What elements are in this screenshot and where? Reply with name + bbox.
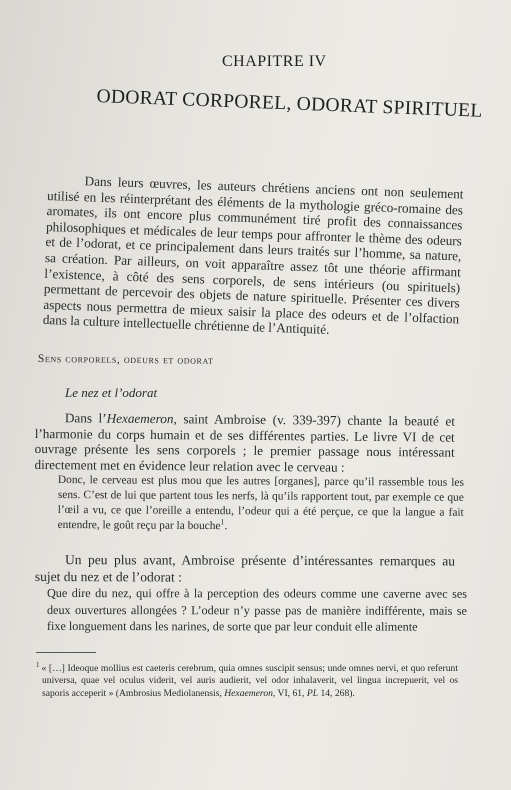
- footnote: [36, 659, 458, 700]
- footnote-divider: [36, 652, 96, 653]
- block-quote-nose: [47, 585, 467, 636]
- para3-text: Un peu plus avant, Ambroise présente d’intéressantes remarques au sujet du nez et de l’odorat :: [34, 552, 455, 585]
- footnote-work: Hexaemeron: [224, 687, 273, 699]
- body-paragraph-nose: [35, 552, 455, 586]
- block-quote-brain: [58, 473, 464, 536]
- intro-paragraph: [43, 172, 464, 342]
- footnote-text: « […] Ideoque mollius est caeteris cerebrum, quia omnes suscipit sensus; unde omnes nervi, et quo referunt universa, quae vel oculus viderit, vel auris audierit, vel odor inhalaverit, vel lingua increpuerit, vel os saporis acceperit » (Ambrosius Mediolanensis,: [41, 663, 458, 699]
- para2-after: , saint Ambroise (v. 339-397) chante la beauté et l’harmonie du corps humain et de ses différentes parties. Le livre VI de cet ouvrage présente les sens corporels ; le premier passage nous intéressant directement met en évidence leur relation avec le cerveau :: [34, 411, 455, 475]
- para2-before: Dans l’: [64, 410, 107, 426]
- quote2-text: Que dire du nez, qui offre à la perception des odeurs comme une caverne avec ses deux ouvertures allongées ? L’odeur n’y passe pas de manière indifférente, mais se fixe longuement dans les narines, de sorte que par leur conduit elle alimente: [46, 586, 467, 634]
- quote1-text: Donc, le cerveau est plus mou que les autres [organes], parce qu’il rassemble tous les sens. C’est de lui que partent tous les nerfs, là qu’ils rapportent tout, par exemple ce que l’œil a vu, ce que l’oreille a entendu, l’odeur qui a été perçue, ce que la langue a fait entendre, le goût reçu par la bouche: [57, 473, 464, 533]
- chapter-title: ODORAT CORPOREL, ODORAT SPIRITUEL: [96, 86, 483, 122]
- body-paragraph-ambroise: [34, 410, 455, 476]
- quote1-end: .: [224, 520, 228, 533]
- subsection-heading: Le nez et l’odorat: [65, 385, 158, 400]
- para2-work-title: Hexaemeron: [106, 410, 174, 427]
- intro-text: Dans leurs œuvres, les auteurs chrétiens anciens ont non seulement utilisé en les réinterprétant des éléments de la mythologie gréco-romaine des aromates, ils ont encore plus communément tiré profit des connaissances philosophiques et médicales de leur temps pour affronter le thème des odeurs et de l’odorat, et ce principalement dans leurs traités sur l’homme, sa nature, sa création. Par ailleurs, on voit apparaître assez tôt une théorie affirmant l’existence, à côté des sens corporels, de sens intérieurs (ou spirituels) permettant de percevoir des objets de nature spirituelle. Présenter ces divers aspects nous permettra de mieux saisir la place des odeurs et de l’olfaction dans la culture intellectuelle chrétienne de l’Antiquité.: [42, 173, 464, 338]
- footnote-number: 1: [36, 661, 40, 669]
- footnote-series: PL: [306, 687, 319, 699]
- chapter-label: CHAPITRE IV: [222, 53, 327, 70]
- footnote-ref-text: , VI, 61,: [272, 687, 307, 699]
- footnote-ref: 1: [220, 517, 225, 527]
- section-heading: Sens corporels, odeurs et odorat: [37, 353, 214, 367]
- footnote-end: 14, 268).: [318, 687, 355, 699]
